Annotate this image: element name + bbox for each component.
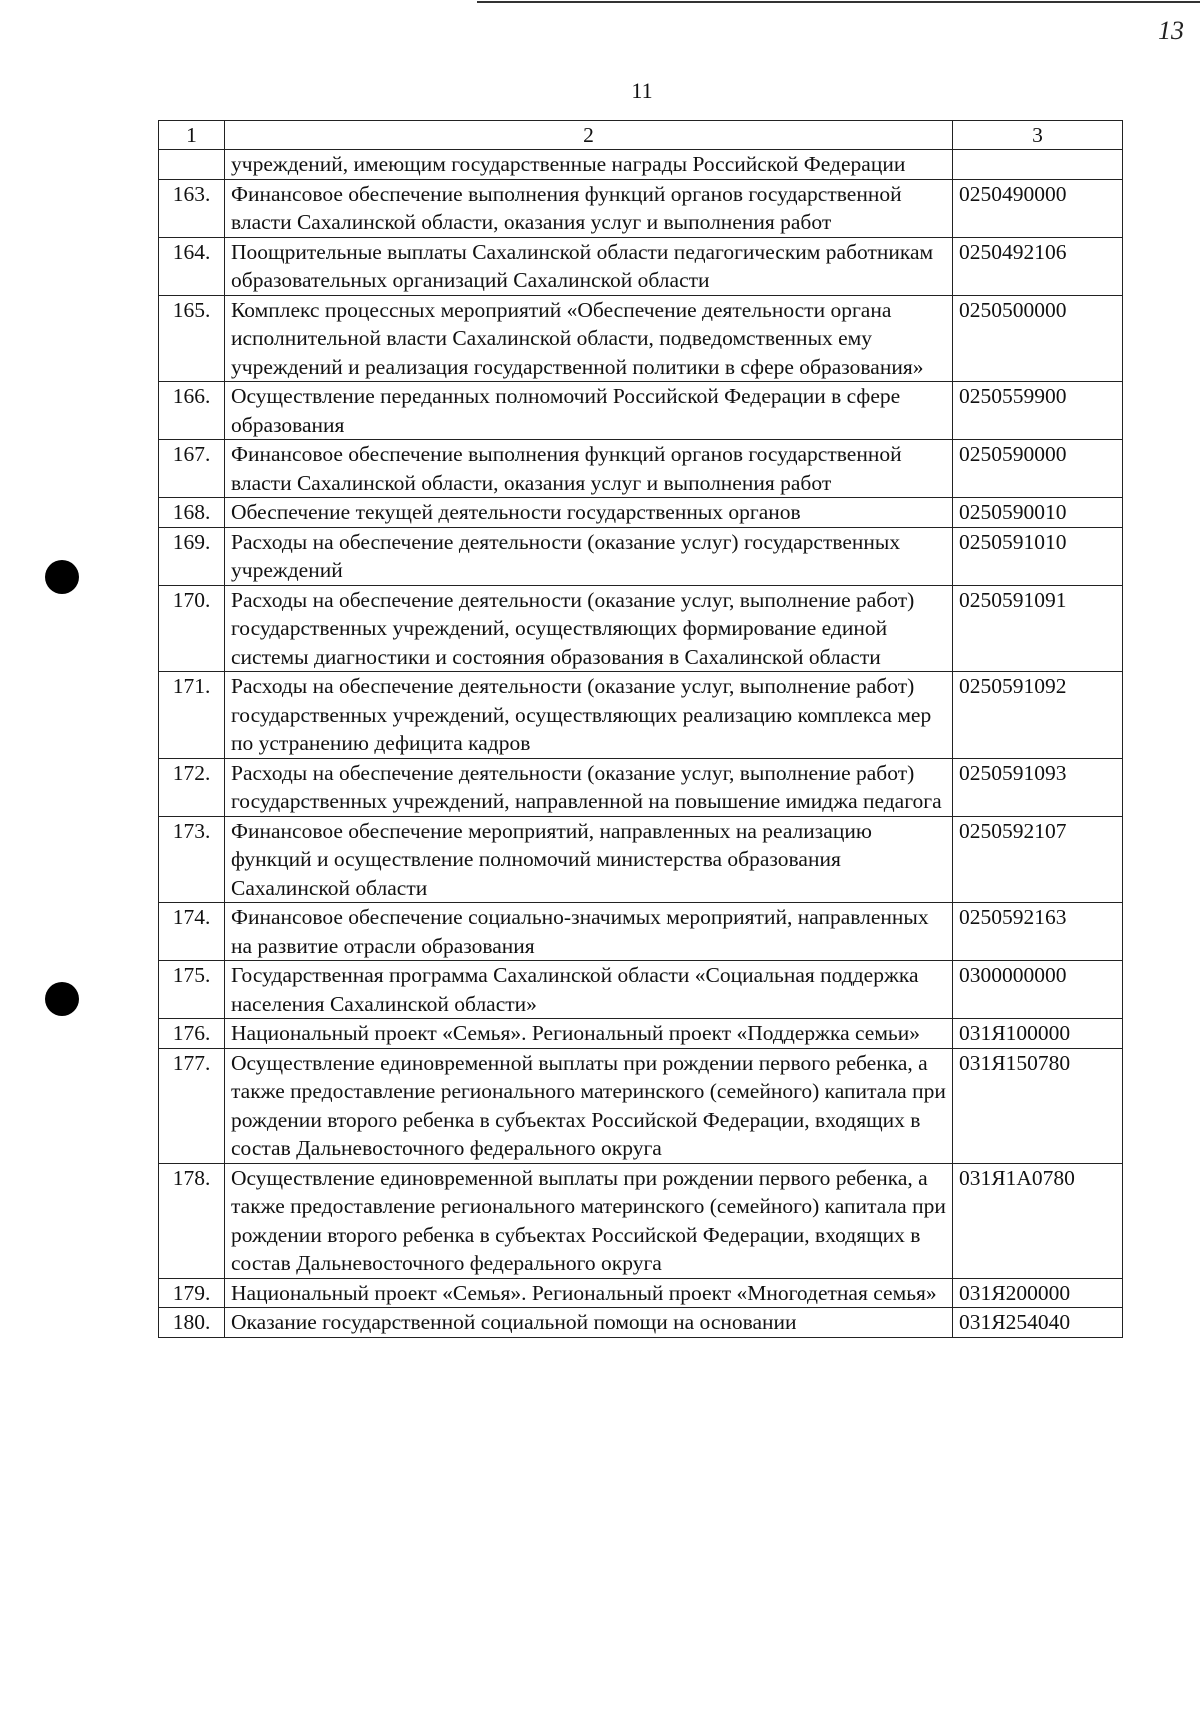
punch-hole-lower — [45, 982, 79, 1016]
row-name-cell: Национальный проект «Семья». Региональный проект «Многодетная семья» — [225, 1278, 953, 1308]
table-row — [159, 816, 1123, 903]
table-row — [159, 758, 1123, 816]
row-number-cell: 178. — [159, 1163, 225, 1278]
row-number-cell: 172. — [159, 758, 225, 816]
table-row — [159, 1019, 1123, 1049]
row-name-cell: Осуществление единовременной выплаты при рождении первого ребенка, а также предоставление регионального материнского (семейного) капитала при рождении второго ребенка в субъектах Российской Федерации, входящих в состав Дальневосточного федерального округа — [225, 1048, 953, 1163]
row-code-cell: 0250490000 — [953, 179, 1123, 237]
table-row — [159, 527, 1123, 585]
row-name-cell: Осуществление единовременной выплаты при рождении первого ребенка, а также предоставление регионального материнского (семейного) капитала при рождении второго ребенка в субъектах Российской Федерации, входящих в состав Дальневосточного федерального округа — [225, 1163, 953, 1278]
row-code-cell: 0250500000 — [953, 295, 1123, 382]
row-number-cell: 166. — [159, 382, 225, 440]
table-row — [159, 179, 1123, 237]
row-number-cell: 169. — [159, 527, 225, 585]
row-number-cell: 164. — [159, 237, 225, 295]
row-name-cell: Расходы на обеспечение деятельности (оказание услуг, выполнение работ) государственных учреждений, осуществляющих формирование единой системы диагностики и состояния образования в Сахалинской области — [225, 585, 953, 672]
row-code-cell: 0250590000 — [953, 440, 1123, 498]
row-name-cell: учреждений, имеющим государственные награды Российской Федерации — [225, 150, 953, 180]
row-name-cell: Финансовое обеспечение социально-значимых мероприятий, направленных на развитие отрасли образования — [225, 903, 953, 961]
row-code-cell: 0250592163 — [953, 903, 1123, 961]
row-number-cell: 170. — [159, 585, 225, 672]
row-name-cell: Оказание государственной социальной помощи на основании — [225, 1308, 953, 1338]
row-number-cell: 174. — [159, 903, 225, 961]
table-row — [159, 585, 1123, 672]
row-name-cell: Расходы на обеспечение деятельности (оказание услуг) государственных учреждений — [225, 527, 953, 585]
header-cell-name: 2 — [225, 121, 953, 150]
table-row — [159, 672, 1123, 759]
table-row — [159, 150, 1123, 180]
row-number-cell: 171. — [159, 672, 225, 759]
row-number-cell: 168. — [159, 498, 225, 528]
row-name-cell: Комплекс процессных мероприятий «Обеспечение деятельности органа исполнительной власти Сахалинской области, подведомственных ему учреждений и реализация государственной политики в сфере образования» — [225, 295, 953, 382]
row-name-cell: Расходы на обеспечение деятельности (оказание услуг, выполнение работ) государственных учреждений, направленной на повышение имиджа педагога — [225, 758, 953, 816]
row-code-cell: 0250492106 — [953, 237, 1123, 295]
row-name-cell: Финансовое обеспечение мероприятий, направленных на реализацию функций и осуществление полномочий министерства образования Сахалинской области — [225, 816, 953, 903]
row-name-cell: Национальный проект «Семья». Региональный проект «Поддержка семьи» — [225, 1019, 953, 1049]
row-number-cell: 165. — [159, 295, 225, 382]
row-number-cell: 179. — [159, 1278, 225, 1308]
row-name-cell: Поощрительные выплаты Сахалинской области педагогическим работникам образовательных организаций Сахалинской области — [225, 237, 953, 295]
row-code-cell: 031Я200000 — [953, 1278, 1123, 1308]
row-code-cell: 0250559900 — [953, 382, 1123, 440]
table-row — [159, 1163, 1123, 1278]
row-number-cell: 175. — [159, 961, 225, 1019]
header-cell-number: 1 — [159, 121, 225, 150]
row-name-cell: Государственная программа Сахалинской области «Социальная поддержка населения Сахалинской области» — [225, 961, 953, 1019]
row-name-cell: Осуществление переданных полномочий Российской Федерации в сфере образования — [225, 382, 953, 440]
table-row — [159, 961, 1123, 1019]
row-code-cell: 0250591091 — [953, 585, 1123, 672]
row-number-cell: 180. — [159, 1308, 225, 1338]
row-code-cell: 0250590010 — [953, 498, 1123, 528]
table-row — [159, 1308, 1123, 1338]
row-code-cell — [953, 150, 1123, 180]
table-row — [159, 295, 1123, 382]
header-cell-code: 3 — [953, 121, 1123, 150]
table-header-row — [159, 121, 1123, 150]
row-code-cell: 031Я254040 — [953, 1308, 1123, 1338]
row-number-cell: 163. — [159, 179, 225, 237]
row-name-cell: Финансовое обеспечение выполнения функций органов государственной власти Сахалинской области, оказания услуг и выполнения работ — [225, 440, 953, 498]
row-number-cell: 176. — [159, 1019, 225, 1049]
table-row — [159, 903, 1123, 961]
row-code-cell: 0250591010 — [953, 527, 1123, 585]
table-row — [159, 382, 1123, 440]
row-code-cell: 0250592107 — [953, 816, 1123, 903]
row-name-cell: Обеспечение текущей деятельности государственных органов — [225, 498, 953, 528]
top-scan-rule — [477, 1, 1200, 3]
corner-handwritten-mark: 13 — [1158, 16, 1184, 45]
row-code-cell: 031Я150780 — [953, 1048, 1123, 1163]
row-code-cell: 031Я100000 — [953, 1019, 1123, 1049]
table-row — [159, 1278, 1123, 1308]
row-code-cell: 0250591093 — [953, 758, 1123, 816]
table-row — [159, 498, 1123, 528]
table-row — [159, 1048, 1123, 1163]
row-number-cell: 177. — [159, 1048, 225, 1163]
table-row — [159, 440, 1123, 498]
budget-classification-table — [158, 120, 1123, 1338]
row-number-cell: 167. — [159, 440, 225, 498]
row-number-cell: 173. — [159, 816, 225, 903]
row-code-cell: 0250591092 — [953, 672, 1123, 759]
row-number-cell — [159, 150, 225, 180]
page-number: 11 — [631, 78, 653, 103]
row-code-cell: 0300000000 — [953, 961, 1123, 1019]
table-row — [159, 237, 1123, 295]
row-name-cell: Расходы на обеспечение деятельности (оказание услуг, выполнение работ) государственных учреждений, осуществляющих реализацию комплекса мер по устранению дефицита кадров — [225, 672, 953, 759]
row-name-cell: Финансовое обеспечение выполнения функций органов государственной власти Сахалинской области, оказания услуг и выполнения работ — [225, 179, 953, 237]
row-code-cell: 031Я1А0780 — [953, 1163, 1123, 1278]
punch-hole-upper — [45, 560, 79, 594]
